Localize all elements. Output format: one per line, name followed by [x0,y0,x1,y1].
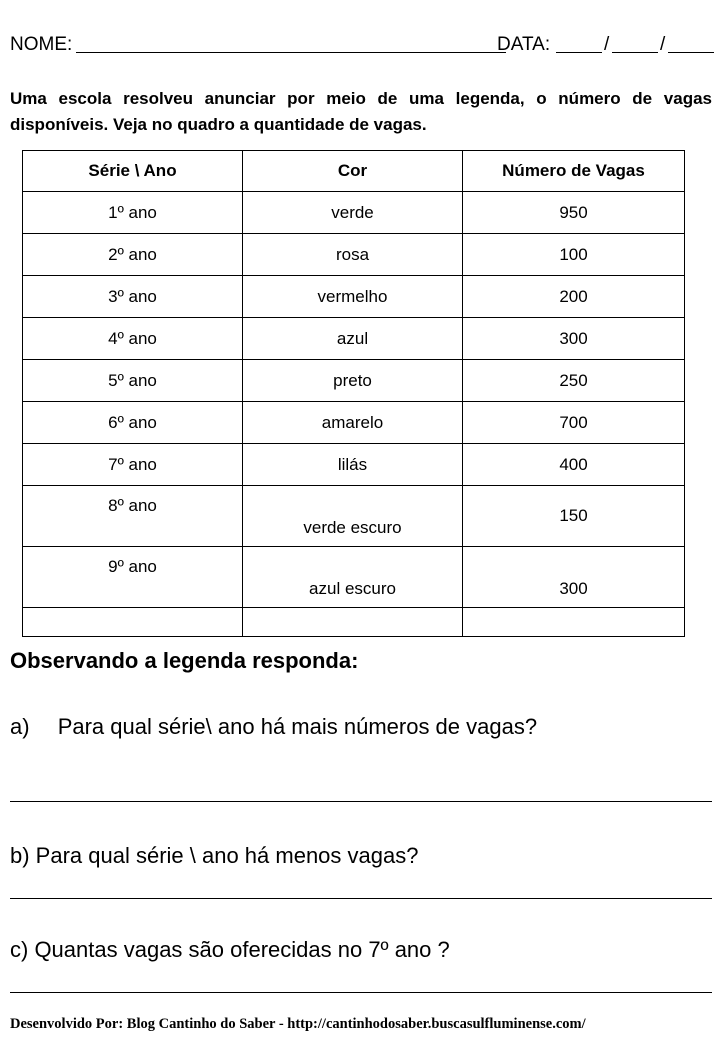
vacancies-cell: 200 [463,276,685,318]
color-cell: azul [243,318,463,360]
date-year-field[interactable] [668,52,714,53]
table-row [23,276,685,318]
color-cell: verde [243,192,463,234]
question-a [10,714,537,740]
section-title: Observando a legenda responda: [10,648,359,673]
vacancies-cell: 950 [463,192,685,234]
empty-cell [23,608,243,637]
table-header-row [23,151,685,192]
grade-cell: 4º ano [23,318,243,360]
color-cell: preto [243,360,463,402]
column-header-grade: Série \ Ano [23,151,243,192]
date-month-field[interactable] [612,52,658,53]
empty-cell [243,608,463,637]
answer-line-b[interactable] [10,898,712,899]
table-row [23,234,685,276]
grade-cell: 3º ano [23,276,243,318]
color-cell: rosa [243,234,463,276]
date-day-field[interactable] [556,52,602,53]
grade-cell: 7º ano [23,444,243,486]
table-row [23,402,685,444]
table-row [23,547,685,608]
answer-line-a[interactable] [10,801,712,802]
table-row [23,192,685,234]
vacancies-cell: 700 [463,402,685,444]
name-field[interactable] [76,52,506,53]
color-cell: lilás [243,444,463,486]
question-a-label: a) [10,714,30,739]
name-label: NOME: [10,34,73,55]
vacancies-cell: 150 [463,486,685,547]
question-c: c) Quantas vagas são oferecidas no 7º ano ? [10,937,450,962]
grade-cell: 8º ano [23,486,243,547]
table-row [23,444,685,486]
footer-credit: Desenvolvido Por: Blog Cantinho do Saber - http://cantinhodosaber.buscasulfluminense.com/ [10,1016,586,1032]
grade-cell: 2º ano [23,234,243,276]
grade-cell: 1º ano [23,192,243,234]
question-b: b) Para qual série \ ano há menos vagas? [10,843,419,868]
column-header-color: Cor [243,151,463,192]
table-row [23,318,685,360]
vacancies-cell: 250 [463,360,685,402]
header-fields [10,34,714,56]
grade-cell: 5º ano [23,360,243,402]
table-row [23,486,685,547]
vacancies-cell: 400 [463,444,685,486]
grade-cell: 9º ano [23,547,243,608]
date-slash: / [660,34,666,55]
answer-line-c[interactable] [10,992,712,993]
date-label: DATA: [497,34,551,55]
color-cell: azul escuro [243,547,463,608]
vacancies-cell: 300 [463,547,685,608]
vacancies-table [22,150,685,637]
color-cell: verde escuro [243,486,463,547]
column-header-vacancies: Número de Vagas [463,151,685,192]
color-cell: vermelho [243,276,463,318]
date-slash: / [604,34,610,55]
question-a-text: Para qual série\ ano há mais números de vagas? [57,714,538,739]
grade-cell: 6º ano [23,402,243,444]
color-cell: amarelo [243,402,463,444]
intro-text: Uma escola resolveu anunciar por meio de uma legenda, o número de vagas disponíveis. Veja no quadro a quantidade de vagas. [10,89,712,134]
table-row-empty [23,608,685,637]
vacancies-cell: 100 [463,234,685,276]
table-row [23,360,685,402]
vacancies-cell: 300 [463,318,685,360]
empty-cell [463,608,685,637]
